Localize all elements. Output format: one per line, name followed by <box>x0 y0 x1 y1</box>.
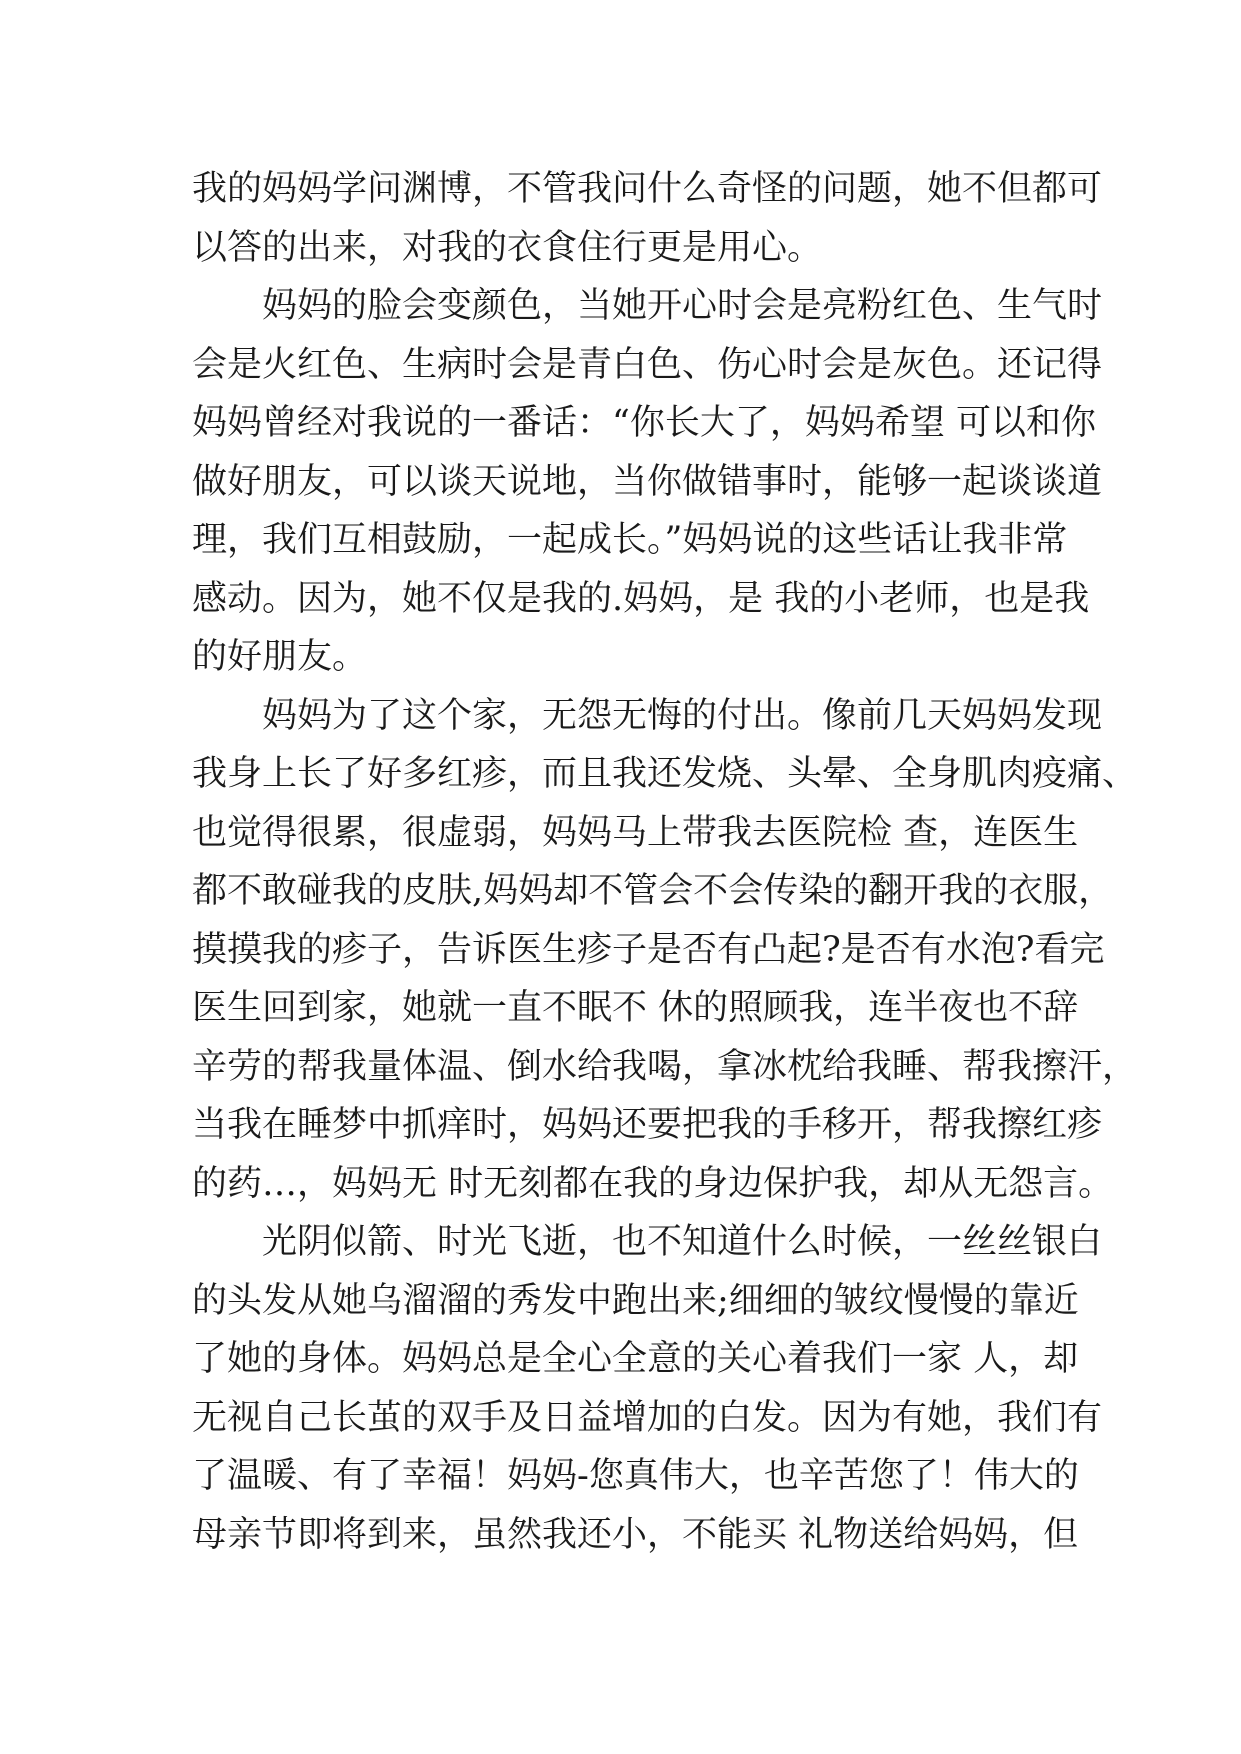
text-line: 的头发从她乌溜溜的秀发中跑出来;细细的皱纹慢慢的靠近 <box>192 1280 1079 1321</box>
text-line: 了温暖、有了幸福！妈妈-您真伟大，也辛苦您了！伟大的 <box>192 1456 1079 1496</box>
text-line: 做好朋友，可以谈天说地，当你做错事时，能够一起谈谈道 <box>192 461 1103 502</box>
essay-body <box>192 160 1138 1564</box>
text-line: 了她的身体。妈妈总是全心全意的关心着我们一家 人，却 <box>192 1339 1079 1379</box>
paragraph-first-line: 光阴似箭、时光飞逝，也不知道什么时候，一丝丝银白 <box>262 1222 1103 1262</box>
paragraph-first-line: 妈妈的脸会变颜色，当她开心时会是亮粉红色、生气时 <box>262 286 1103 326</box>
text-line: 我的妈妈学问渊博，不管我问什么奇怪的问题，她不但都可 <box>192 169 1103 209</box>
text-line: 当我在睡梦中抓痒时，妈妈还要把我的手移开，帮我擦红疹 <box>192 1105 1103 1145</box>
text-line: 的好朋友。 <box>192 637 368 677</box>
text-line: 会是火红色、生病时会是青白色、伤心时会是灰色。还记得 <box>192 344 1103 385</box>
text-line: 我身上长了好多红疹，而且我还发烧、头晕、全身肌肉疫痛、 <box>192 754 1138 794</box>
text-line: 感动。因为，她不仅是我的.妈妈，是 我的小老师，也是我 <box>192 578 1090 619</box>
text-line: 医生回到家，她就一直不眠不 休的照顾我，连半夜也不辞 <box>192 988 1079 1028</box>
text-line: 辛劳的帮我量体温、倒水给我喝，拿冰枕给我睡、帮我擦汗， <box>192 1046 1138 1087</box>
text-line: 母亲节即将到来，虽然我还小，不能买 礼物送给妈妈，但 <box>192 1514 1079 1555</box>
text-line: 的药…，妈妈无 时无刻都在我的身边保护我，却从无怨言。 <box>192 1163 1114 1204</box>
text-line: 都不敢碰我的皮肤,妈妈却不管会不会传染的翻开我的衣服， <box>192 871 1114 911</box>
text-line: 妈妈曾经对我说的一番话：“你长大了，妈妈希望 可以和你 <box>192 403 1097 443</box>
text-line: 理，我们互相鼓励，一起成长。”妈妈说的这些话让我非常 <box>192 520 1068 560</box>
text-line: 以答的出来，对我的衣食住行更是用心。 <box>192 227 823 268</box>
text-line: 无视自己长茧的双手及日益增加的白发。因为有她，我们有 <box>192 1397 1103 1438</box>
text-line: 也觉得很累，很虚弱，妈妈马上带我去医院检 查，连医生 <box>192 812 1079 853</box>
paragraph-first-line: 妈妈为了这个家，无怨无悔的付出。像前几天妈妈发现 <box>262 695 1103 736</box>
text-line: 摸摸我的疹子，告诉医生疹子是否有凸起?是否有水泡?看完 <box>192 929 1105 970</box>
